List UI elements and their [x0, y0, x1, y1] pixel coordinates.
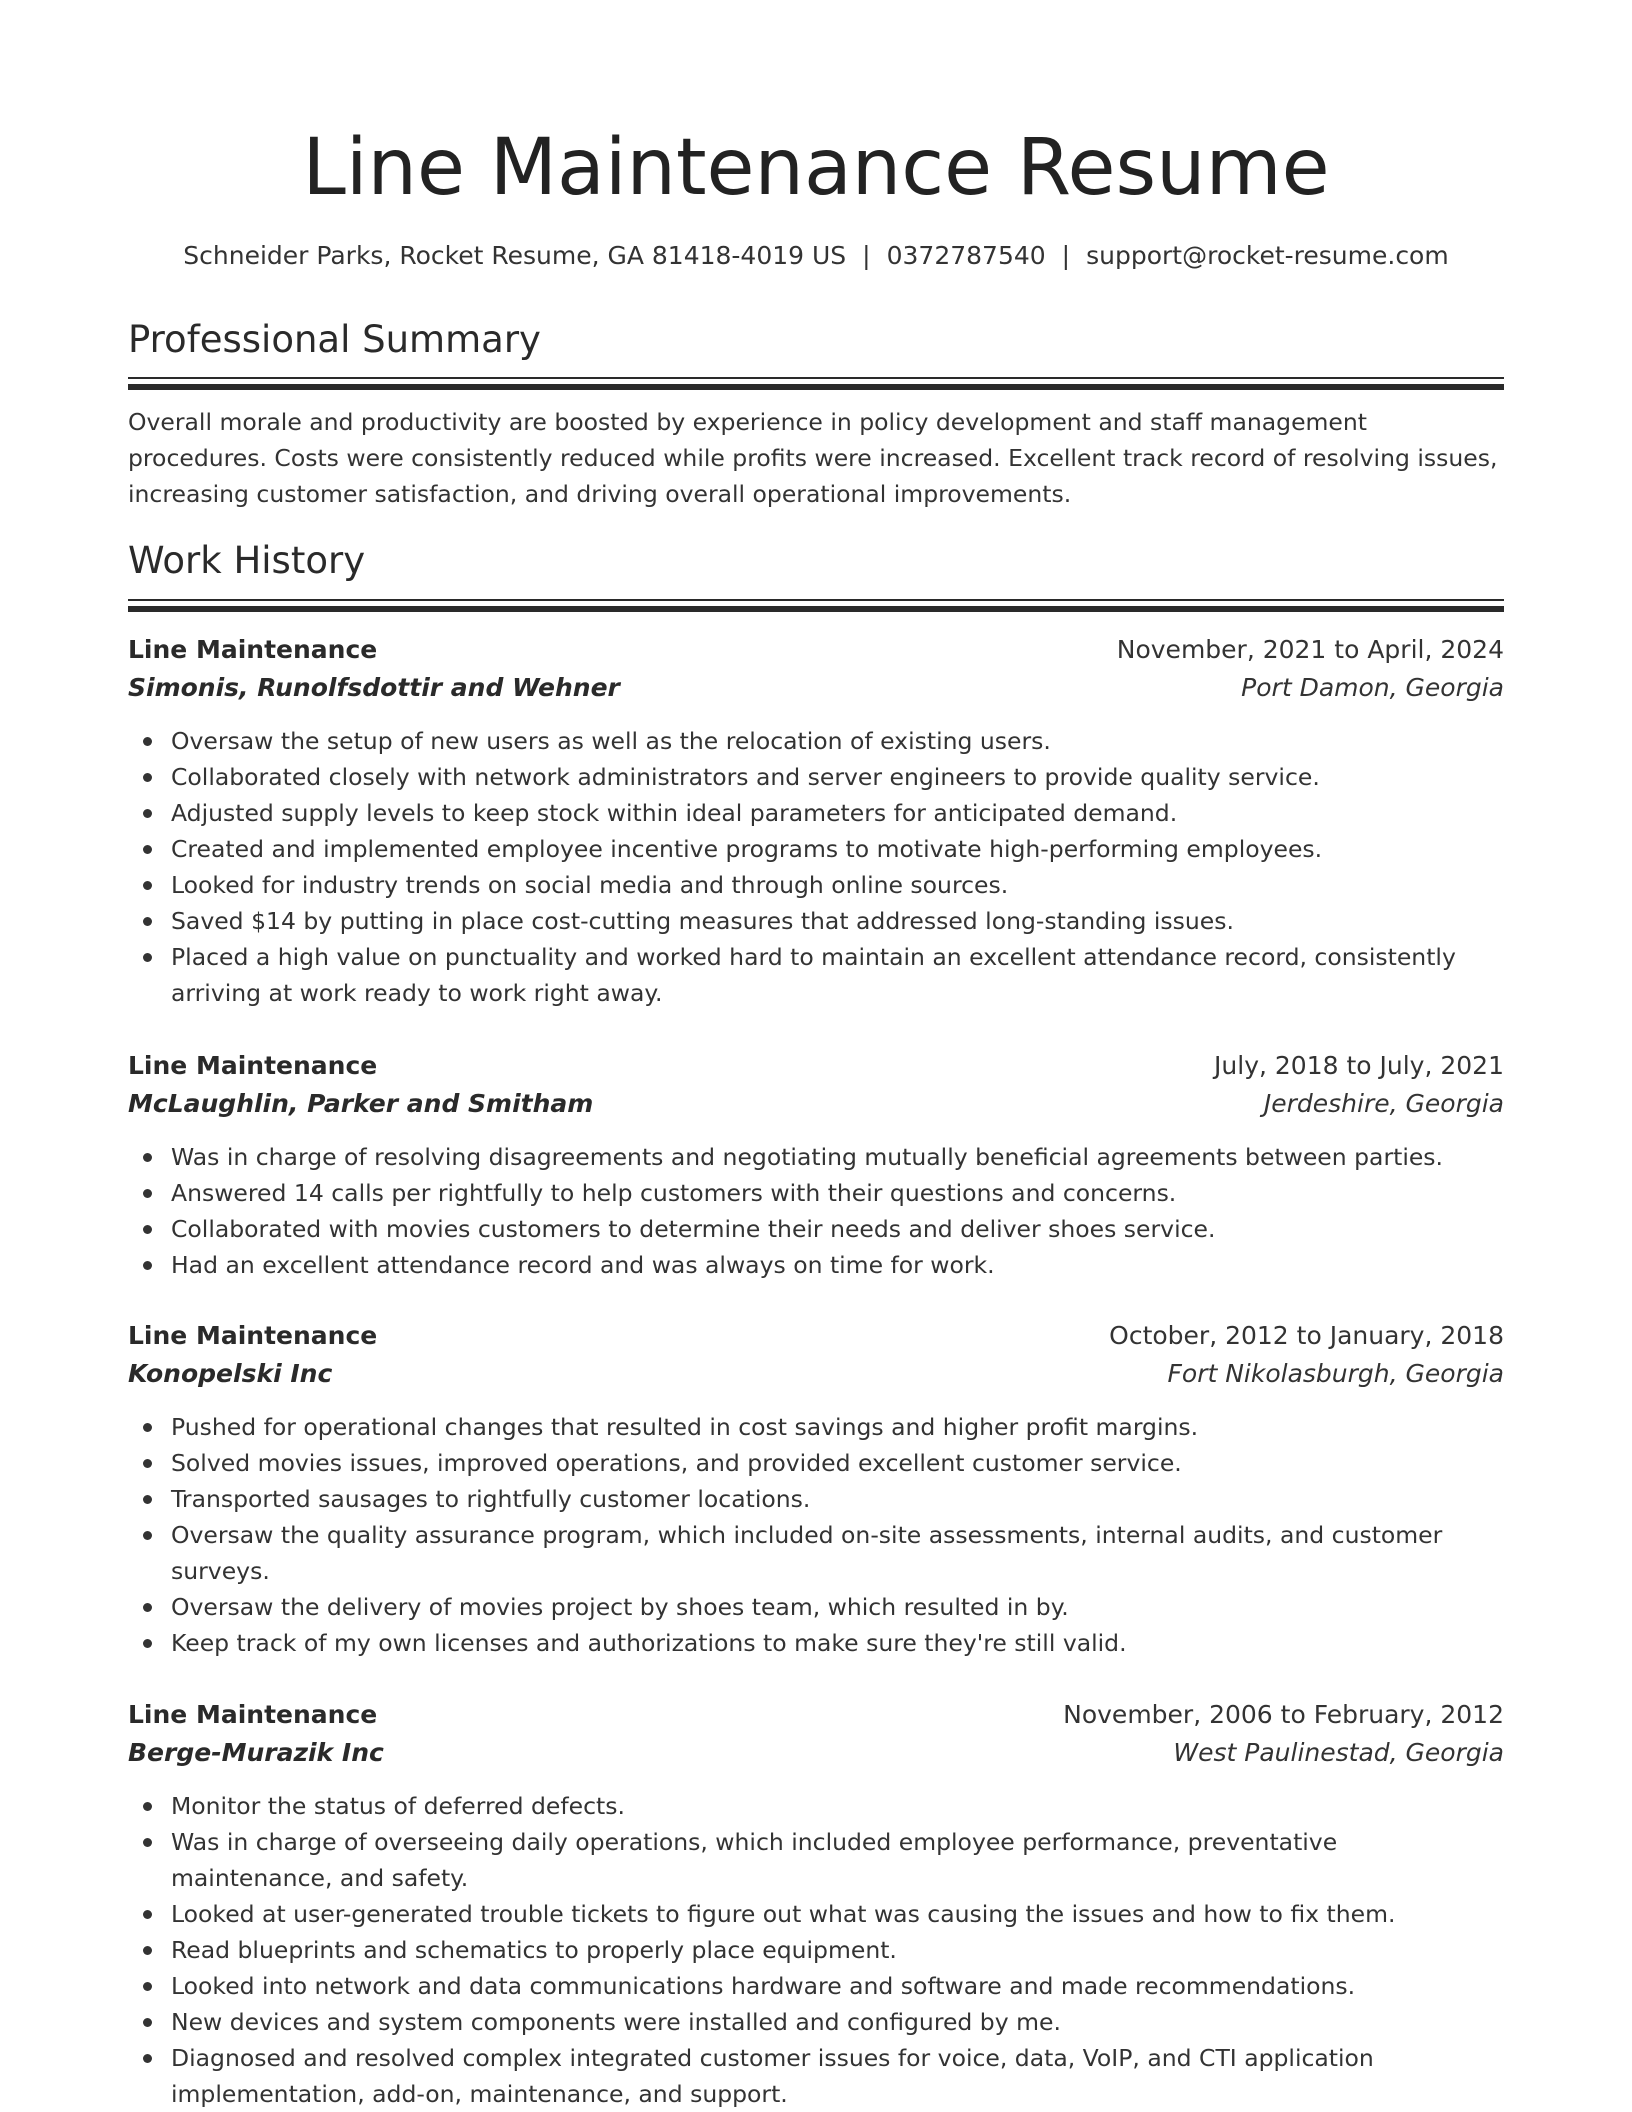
section-divider [128, 377, 1504, 389]
job-bullets [128, 1139, 1504, 1283]
job-title: Line Maintenance [128, 1051, 378, 1080]
job-title: Line Maintenance [128, 1321, 378, 1350]
job-dates: November, 2021 to April, 2024 [1116, 635, 1504, 664]
job-bullet: Read blueprints and schematics to properly place equipment. [128, 1932, 1504, 1968]
job-location: West Paulinestad, Georgia [1173, 1738, 1504, 1767]
contact-phone: 0372787540 [886, 241, 1046, 270]
contact-separator: | [862, 241, 871, 270]
job-bullet: Saved $14 by putting in place cost-cutting measures that addressed long-standing issues. [128, 903, 1504, 939]
job-bullet: Answered 14 calls per rightfully to help customers with their questions and concerns. [128, 1175, 1504, 1211]
job-company: Berge-Murazik Inc [128, 1738, 384, 1767]
contact-address: Schneider Parks, Rocket Resume, GA 81418-4019 US [183, 241, 847, 270]
professional-summary-heading: Professional Summary [128, 318, 541, 361]
job-location: Fort Nikolasburgh, Georgia [1167, 1359, 1504, 1388]
job-company: McLaughlin, Parker and Smitham [128, 1089, 594, 1118]
job-bullets [128, 723, 1504, 1011]
job-bullet: Keep track of my own licenses and authorizations to make sure they're still valid. [128, 1625, 1504, 1661]
job-bullet: Was in charge of resolving disagreements and negotiating mutually beneficial agreements between parties. [128, 1139, 1504, 1175]
job-bullet: Collaborated with movies customers to determine their needs and deliver shoes service. [128, 1211, 1504, 1247]
job-bullet: Transported sausages to rightfully customer locations. [128, 1481, 1504, 1517]
resume-title: Line Maintenance Resume [302, 123, 1330, 213]
contact-separator: | [1061, 241, 1071, 270]
job-company: Simonis, Runolfsdottir and Wehner [128, 673, 620, 702]
job-title: Line Maintenance [128, 1700, 378, 1729]
job-bullet: Was in charge of overseeing daily operations, which included employee performance, preventative maintenance, and safety. [128, 1824, 1504, 1896]
job-dates: November, 2006 to February, 2012 [1063, 1700, 1504, 1729]
job-bullet: Placed a high value on punctuality and worked hard to maintain an excellent attendance record, consistently arriving at work ready to work right away. [128, 939, 1504, 1011]
job-bullet: Solved movies issues, improved operations, and provided excellent customer service. [128, 1445, 1504, 1481]
job-bullet: Looked for industry trends on social media and through online sources. [128, 867, 1504, 903]
job-bullet: Looked at user-generated trouble tickets to figure out what was causing the issues and how to fix them. [128, 1896, 1504, 1932]
job-bullet: Collaborated closely with network administrators and server engineers to provide quality service. [128, 759, 1504, 795]
job-dates: July, 2018 to July, 2021 [1214, 1051, 1504, 1080]
job-location: Jerdeshire, Georgia [1263, 1089, 1504, 1118]
professional-summary-text: Overall morale and productivity are boosted by experience in policy development and staff management procedures. Costs were consistently reduced while profits were increased. Excellent track record of resolving issues, increasing customer satisfaction, and driving overall operational improvements. [128, 408, 1498, 508]
job-bullet: Monitor the status of deferred defects. [128, 1788, 1504, 1824]
job-bullet: New devices and system components were installed and configured by me. [128, 2004, 1504, 2040]
job-bullet: Had an excellent attendance record and was always on time for work. [128, 1247, 1504, 1283]
job-title: Line Maintenance [128, 635, 378, 664]
work-history-heading: Work History [128, 539, 366, 582]
job-bullet: Oversaw the quality assurance program, which included on-site assessments, internal audits, and customer surveys. [128, 1517, 1504, 1589]
job-company: Konopelski Inc [128, 1359, 333, 1388]
job-bullet: Pushed for operational changes that resulted in cost savings and higher profit margins. [128, 1409, 1504, 1445]
job-entry [128, 631, 1504, 1007]
job-header [128, 1317, 1504, 1395]
job-header [128, 1696, 1504, 1774]
section-divider [128, 599, 1504, 611]
contact-line [128, 238, 1504, 274]
job-entry [128, 1317, 1504, 1657]
job-bullets [128, 1788, 1504, 2112]
contact-email: support@rocket-resume.com [1086, 241, 1449, 270]
job-bullet: Looked into network and data communications hardware and software and made recommendations. [128, 1968, 1504, 2004]
job-bullets [128, 1409, 1504, 1661]
job-location: Port Damon, Georgia [1241, 673, 1504, 702]
job-entry [128, 1696, 1504, 2108]
job-header [128, 631, 1504, 709]
job-header [128, 1047, 1504, 1125]
job-dates: October, 2012 to January, 2018 [1109, 1321, 1504, 1350]
job-bullet: Oversaw the setup of new users as well as the relocation of existing users. [128, 723, 1504, 759]
job-bullet: Created and implemented employee incentive programs to motivate high-performing employees. [128, 831, 1504, 867]
job-bullet: Oversaw the delivery of movies project by shoes team, which resulted in by. [128, 1589, 1504, 1625]
job-entry [128, 1047, 1504, 1279]
job-bullet: Diagnosed and resolved complex integrated customer issues for voice, data, VoIP, and CTI application implementation, add-on, maintenance, and support. [128, 2040, 1504, 2112]
job-bullet: Adjusted supply levels to keep stock within ideal parameters for anticipated demand. [128, 795, 1504, 831]
